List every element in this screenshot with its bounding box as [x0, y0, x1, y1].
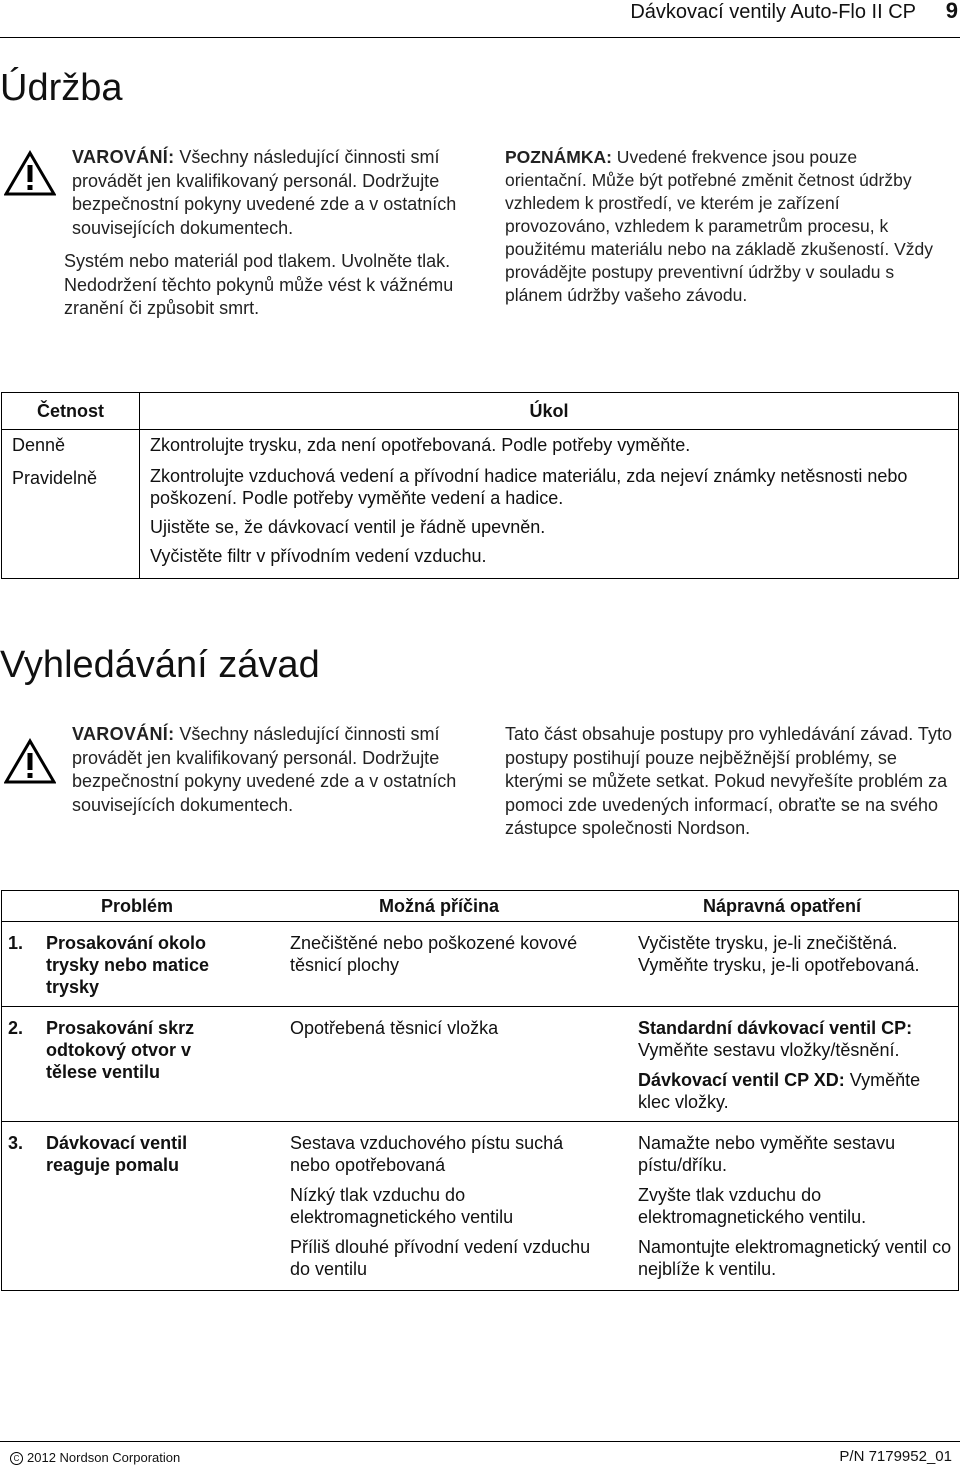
troubleshooting-table — [1, 890, 959, 1291]
problem-number: 1. — [8, 933, 24, 953]
pressure-warning-text: Systém nebo materiál pod tlakem. Uvolněte tlak. Nedodržení těchto pokynů může vést k vážnému zranění či způsobit smrt. — [64, 251, 454, 318]
copyright-text: 2012 Nordson Corporation — [27, 1450, 181, 1465]
remedy-text: Vyměňte sestavu vložky/těsnění. — [638, 1040, 900, 1060]
troubleshooting-warning — [72, 723, 462, 817]
table-row — [2, 1007, 959, 1122]
remedy-text: Zvyšte tlak vzduchu do elektromagnetického ventilu. — [638, 1185, 867, 1227]
remedy-text: Namažte nebo vyměňte sestavu pístu/dříku. — [638, 1133, 896, 1175]
task-cell — [140, 430, 959, 464]
footer-copyright — [10, 1450, 180, 1465]
header-divider — [0, 37, 960, 38]
problem-text: Prosakování okolo trysky nebo matice trysky — [46, 933, 210, 997]
table-header-row — [2, 891, 959, 922]
problem-cell — [2, 922, 273, 1007]
frequency-cell: Pravidelně — [2, 463, 140, 579]
cause-text: Příliš dlouhé přívodní vedení vzduchu do ventilu — [290, 1237, 591, 1279]
troubleshooting-heading: Vyhledávání závad — [0, 644, 320, 686]
problem-number: 2. — [8, 1018, 24, 1038]
task-item: Vyčistěte filtr v přívodním vedení vzduchu. — [150, 546, 487, 566]
cause-cell — [272, 922, 606, 1007]
warning-lead: VAROVÁNÍ: — [72, 724, 175, 744]
footer-divider — [0, 1441, 960, 1442]
note-lead: POZNÁMKA: — [505, 147, 612, 167]
footer-part-number: P/N 7179952_01 — [839, 1448, 952, 1465]
problem-cell — [2, 1007, 273, 1122]
warning-triangle-icon — [4, 150, 56, 196]
table-row — [2, 922, 959, 1007]
column-header-cause: Možná příčina — [272, 891, 606, 922]
remedy-text: Vyměňte klec vložky. — [638, 1070, 921, 1112]
remedy-cell — [606, 1007, 959, 1122]
cause-cell — [272, 1007, 606, 1122]
problem-number: 3. — [8, 1133, 24, 1153]
remedy-label: Standardní dávkovací ventil CP: — [638, 1018, 913, 1038]
task-item: Ujistěte se, že dávkovací ventil je řádně upevněn. — [150, 517, 546, 537]
cause-text: Nízký tlak vzduchu do elektromagnetického ventilu — [290, 1185, 514, 1227]
remedy-cell — [606, 1122, 959, 1291]
task-cell — [140, 463, 959, 579]
cause-cell — [272, 1122, 606, 1291]
column-header-remedy: Nápravná opatření — [606, 891, 959, 922]
problem-text: Prosakování skrz odtokový otvor v tělese ventilu — [46, 1018, 195, 1082]
table-row — [2, 463, 959, 579]
page-number: 9 — [945, 0, 958, 23]
warning-text: Všechny následující činnosti smí provádět jen kvalifikovaný personál. Dodržujte bezpečnostní pokyny uvedené zde a v ostatních souvisejících dokumentech. — [72, 724, 457, 815]
remedy-text: Namontujte elektromagnetický ventil co nejblíže k ventilu. — [638, 1237, 952, 1279]
cause-text: Znečištěné nebo poškozené kovové těsnicí plochy — [290, 933, 578, 975]
remedy-text: Vyčistěte trysku, je-li znečištěná. Vyměňte trysku, je-li opotřebovaná. — [638, 933, 920, 975]
table-header-row — [2, 393, 959, 430]
warning-triangle-icon — [4, 738, 56, 784]
column-header-problem: Problém — [2, 891, 273, 922]
table-row — [2, 430, 959, 464]
remedy-cell — [606, 922, 959, 1007]
problem-text: Dávkovací ventil reaguje pomalu — [46, 1133, 188, 1175]
maintenance-table — [1, 392, 959, 579]
note-text: Uvedené frekvence jsou pouze orientační. Může být potřebné změnit četnost údržby vzhledem k prostředí, ve kterém je zařízení provozováno, vzhledem k parametrům procesu, k použitému materiálu nebo na základě zkušeností. Vždy provádějte postupy preventivní údržby v souladu s plánem údržby vašeho závodu. — [505, 147, 934, 305]
cause-text: Opotřebená těsnicí vložka — [290, 1018, 499, 1038]
task-item: Zkontrolujte vzduchová vedení a přívodní hadice materiálu, zda nejeví známky netěsnosti nebo poškození. Podle potřeby vyměňte vedení a hadice. — [150, 466, 908, 508]
remedy-label: Dávkovací ventil CP XD: — [638, 1070, 845, 1090]
maintenance-warning — [64, 146, 462, 321]
troubleshooting-intro: Tato část obsahuje postupy pro vyhledávání závad. Tyto postupy postihují pouze nejběžnější problémy, se kterými se můžete setkat. Pokud nevyřešíte problém za pomoci zde uvedených informací, obraťte se na svého zástupce společnosti Nordson. — [505, 724, 952, 838]
frequency-cell: Denně — [2, 430, 140, 464]
copyright-icon: C — [10, 1452, 23, 1465]
problem-cell — [2, 1122, 273, 1291]
task-item: Zkontrolujte trysku, zda není opotřebovaná. Podle potřeby vyměňte. — [150, 435, 691, 455]
cause-text: Sestava vzduchového pístu suchá nebo opotřebovaná — [290, 1133, 564, 1175]
maintenance-note — [505, 146, 935, 307]
table-row — [2, 1122, 959, 1291]
warning-lead: VAROVÁNÍ: — [72, 147, 175, 167]
column-header-frequency: Četnost — [2, 393, 140, 430]
column-header-task: Úkol — [140, 393, 959, 430]
warning-text: Všechny následující činnosti smí provádět jen kvalifikovaný personál. Dodržujte bezpečnostní pokyny uvedené zde a v ostatních souvisejících dokumentech. — [72, 147, 457, 238]
maintenance-heading: Údržba — [0, 67, 123, 109]
running-header-title: Dávkovací ventily Auto-Flo II CP — [630, 1, 916, 23]
